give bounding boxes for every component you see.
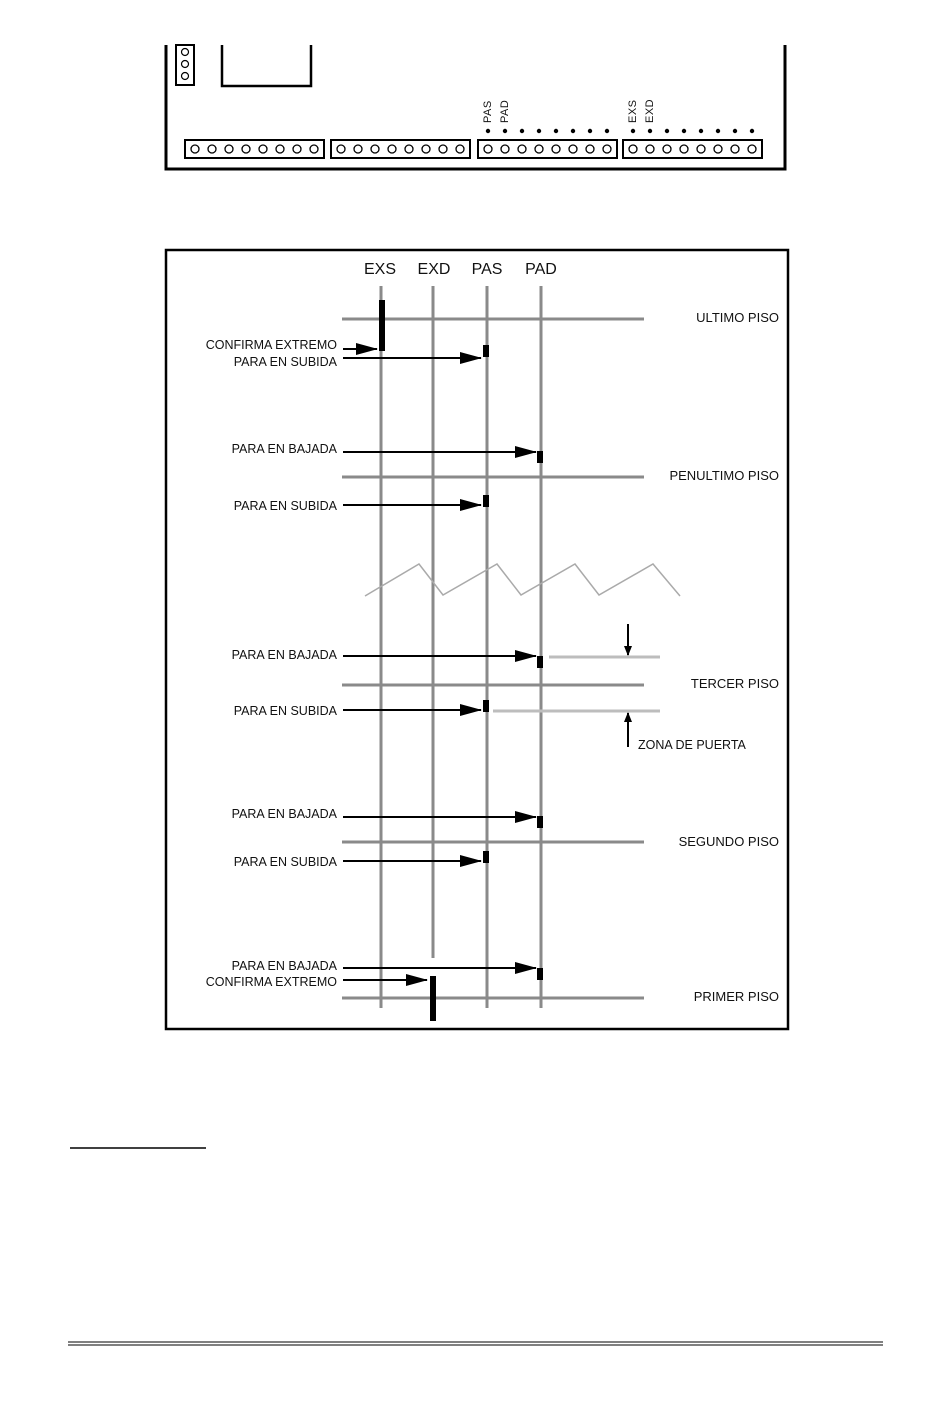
terminal-block xyxy=(623,140,762,158)
terminal-pin xyxy=(405,145,413,153)
terminal-pin xyxy=(646,145,654,153)
column-header-pad: PAD xyxy=(525,261,557,278)
pin-dot xyxy=(486,129,490,133)
terminal-pin xyxy=(569,145,577,153)
terminal-pin xyxy=(276,145,284,153)
label-bajada-4: PARA EN BAJADA xyxy=(231,959,337,973)
label-bajada-1: PARA EN BAJADA xyxy=(231,442,337,456)
pin-dot xyxy=(503,129,507,133)
terminal-pin xyxy=(225,145,233,153)
terminal-pin xyxy=(310,145,318,153)
vane-pad-segundo xyxy=(537,816,543,828)
column-header-exd: EXD xyxy=(417,261,451,278)
terminal-pin xyxy=(484,145,492,153)
vane-pas-penultimo xyxy=(483,495,489,507)
terminal-pin xyxy=(191,145,199,153)
small-connector-pin xyxy=(182,73,189,80)
pin-dot xyxy=(588,129,592,133)
pin-dots xyxy=(486,129,754,133)
terminal-pin xyxy=(208,145,216,153)
terminal-pin xyxy=(680,145,688,153)
terminal-pin xyxy=(714,145,722,153)
terminal-pin xyxy=(242,145,250,153)
terminal-pin xyxy=(293,145,301,153)
floor-label-penultimo: PENULTIMO PISO xyxy=(669,468,779,483)
terminal-pin xyxy=(371,145,379,153)
terminal-pin xyxy=(388,145,396,153)
terminal-block xyxy=(478,140,617,158)
pin-dot xyxy=(716,129,720,133)
label-subida-3: PARA EN SUBIDA xyxy=(233,704,337,718)
terminal-pin xyxy=(456,145,464,153)
terminal-pin xyxy=(337,145,345,153)
column-header-exs: EXS xyxy=(363,261,397,278)
label-bajada-3: PARA EN BAJADA xyxy=(231,807,337,821)
pin-dot xyxy=(750,129,754,133)
vane-pad-tercer xyxy=(537,656,543,668)
floor-label-segundo: SEGUNDO PISO xyxy=(678,834,779,849)
small-connector-pins xyxy=(182,49,189,80)
label-bajada-2: PARA EN BAJADA xyxy=(231,648,337,662)
pin-dot xyxy=(733,129,737,133)
label-subida-4: PARA EN SUBIDA xyxy=(233,855,337,869)
terminal-pin xyxy=(552,145,560,153)
break-symbol xyxy=(365,564,680,596)
pin-dot xyxy=(554,129,558,133)
pin-dot xyxy=(571,129,575,133)
pin-label-pas: PAS xyxy=(482,100,494,123)
vane-pas-tercer xyxy=(483,700,489,712)
label-confirma-top: CONFIRMA EXTREMO xyxy=(205,338,337,352)
floor-label-primer: PRIMER PISO xyxy=(693,989,779,1004)
terminal-pin xyxy=(354,145,362,153)
terminal-pin xyxy=(439,145,447,153)
column-header-pas: PAS xyxy=(471,261,503,278)
terminal-pin xyxy=(518,145,526,153)
terminal-pin xyxy=(731,145,739,153)
pin-dot xyxy=(648,129,652,133)
pin-dot xyxy=(699,129,703,133)
pin-dot xyxy=(537,129,541,133)
terminal-pin xyxy=(697,145,705,153)
pin-dot xyxy=(520,129,524,133)
label-subida-1: PARA EN SUBIDA xyxy=(233,355,337,369)
pin-label-group-right xyxy=(627,99,656,123)
pin-label-exs: EXS xyxy=(627,99,639,123)
terminal-pin xyxy=(586,145,594,153)
terminal-pin xyxy=(748,145,756,153)
pin-dot xyxy=(631,129,635,133)
floor-label-ultimo: ULTIMO PISO xyxy=(696,310,779,325)
terminal-pin xyxy=(603,145,611,153)
door-zone-label: ZONA DE PUERTA xyxy=(638,738,746,752)
vane-pad-primer xyxy=(537,968,543,980)
pin-label-pad: PAD xyxy=(499,99,511,123)
terminal-pin xyxy=(259,145,267,153)
pin-label-group-left xyxy=(482,100,511,123)
vane-pas-ultimo xyxy=(483,345,489,357)
small-connector-pin xyxy=(182,61,189,68)
small-connector-pin xyxy=(182,49,189,56)
pin-dot xyxy=(682,129,686,133)
floor-label-tercer: TERCER PISO xyxy=(690,676,779,691)
vane-pad-penultimo xyxy=(537,451,543,463)
board-component xyxy=(222,45,311,86)
terminal-block xyxy=(331,140,470,158)
pin-dot xyxy=(665,129,669,133)
terminal-pin xyxy=(422,145,430,153)
terminal-block xyxy=(185,140,324,158)
pin-label-exd: EXD xyxy=(644,98,656,123)
pin-dot xyxy=(605,129,609,133)
terminal-connectors xyxy=(185,140,762,158)
terminal-pin xyxy=(501,145,509,153)
vane-exs-top xyxy=(379,300,385,351)
vane-pas-segundo xyxy=(483,851,489,863)
label-confirma-bottom: CONFIRMA EXTREMO xyxy=(205,975,337,989)
signal-diagram xyxy=(166,250,788,1029)
control-board xyxy=(166,45,785,169)
label-subida-2: PARA EN SUBIDA xyxy=(233,499,337,513)
terminal-pin xyxy=(629,145,637,153)
vane-exd-bottom xyxy=(430,976,436,1021)
terminal-pin xyxy=(663,145,671,153)
terminal-pin xyxy=(535,145,543,153)
